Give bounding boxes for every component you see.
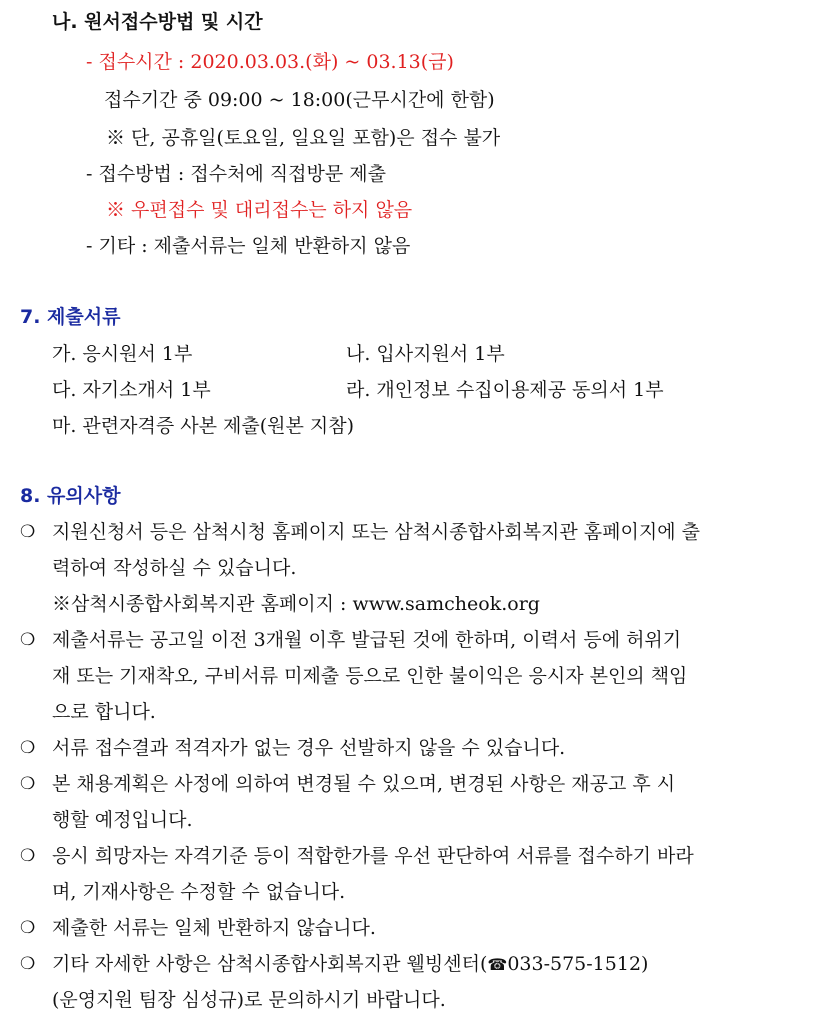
notice-line: 응시 희망자는 자격기준 등이 적합한가를 우선 판단하여 서류를 접수하기 바라 (52, 845, 694, 867)
notice-line: 제출한 서류는 일체 반환하지 않습니다. (52, 917, 376, 939)
notice-line: 력하여 작성하실 수 있습니다. (52, 557, 297, 579)
phone-number: 033-575-1512) (507, 953, 649, 975)
etc-note: - 기타 : 제출서류는 일체 반환하지 않음 (86, 235, 411, 257)
notice-line: 서류 접수결과 적격자가 없는 경우 선발하지 않을 수 있습니다. (52, 737, 566, 759)
doc-item: 라. 개인정보 수집이용제공 동의서 1부 (346, 379, 664, 401)
holiday-note: ※ 단, 공휴일(토요일, 일요일 포함)은 접수 불가 (106, 127, 501, 149)
notice-line: 제출서류는 공고일 이전 3개월 이후 발급된 것에 한하며, 이력서 등에 허위기 (52, 629, 682, 651)
notice-line: 행할 예정입니다. (52, 809, 193, 831)
contact-person: (운영지원 팀장 심성규)로 문의하시기 바랍니다. (52, 989, 446, 1011)
bullet-icon: ❍ (20, 738, 36, 758)
bullet-icon: ❍ (20, 630, 36, 650)
notice-line: 본 채용계획은 사정에 의하여 변경될 수 있으며, 변경된 사항은 재공고 후 시 (52, 773, 676, 795)
notice-line: 지원신청서 등은 삼척시청 홈페이지 또는 삼척시종합사회복지관 홈페이지에 출 (52, 521, 700, 543)
bullet-icon: ❍ (20, 918, 36, 938)
doc-item: 다. 자기소개서 1부 (52, 379, 211, 401)
doc-item: 나. 입사지원서 1부 (346, 343, 505, 365)
reception-time: - 접수시간 : 2020.03.03.(화) ~ 03.13(금) (86, 51, 454, 73)
doc-item: 가. 응시원서 1부 (52, 343, 193, 365)
contact-line (52, 952, 648, 977)
section-na-title: 나. 원서접수방법 및 시간 (52, 11, 263, 33)
bullet-icon: ❍ (20, 846, 36, 866)
contact-text: 기타 자세한 사항은 삼척시종합사회복지관 웰빙센터( (52, 953, 488, 975)
bullet-icon: ❍ (20, 522, 36, 542)
reception-method: - 접수방법 : 접수처에 직접방문 제출 (86, 163, 386, 185)
notice-line: 으로 합니다. (52, 701, 156, 723)
bullet-icon: ❍ (20, 954, 36, 974)
reception-hours: 접수기간 중 09:00 ~ 18:00(근무시간에 한함) (104, 89, 495, 111)
section8-title: 8. 유의사항 (20, 485, 121, 507)
homepage-note: ※삼척시종합사회복지관 홈페이지 : www.samcheok.org (52, 593, 540, 615)
notice-line: 며, 기재사항은 수정할 수 없습니다. (52, 881, 346, 903)
section7-title: 7. 제출서류 (20, 306, 121, 328)
bullet-icon: ❍ (20, 774, 36, 794)
phone-icon: ☎ (487, 955, 508, 974)
doc-item: 마. 관련자격증 사본 제출(원본 지참) (52, 415, 354, 437)
method-note: ※ 우편접수 및 대리접수는 하지 않음 (106, 199, 413, 221)
notice-line: 재 또는 기재착오, 구비서류 미제출 등으로 인한 불이익은 응시자 본인의 책임 (52, 665, 688, 687)
